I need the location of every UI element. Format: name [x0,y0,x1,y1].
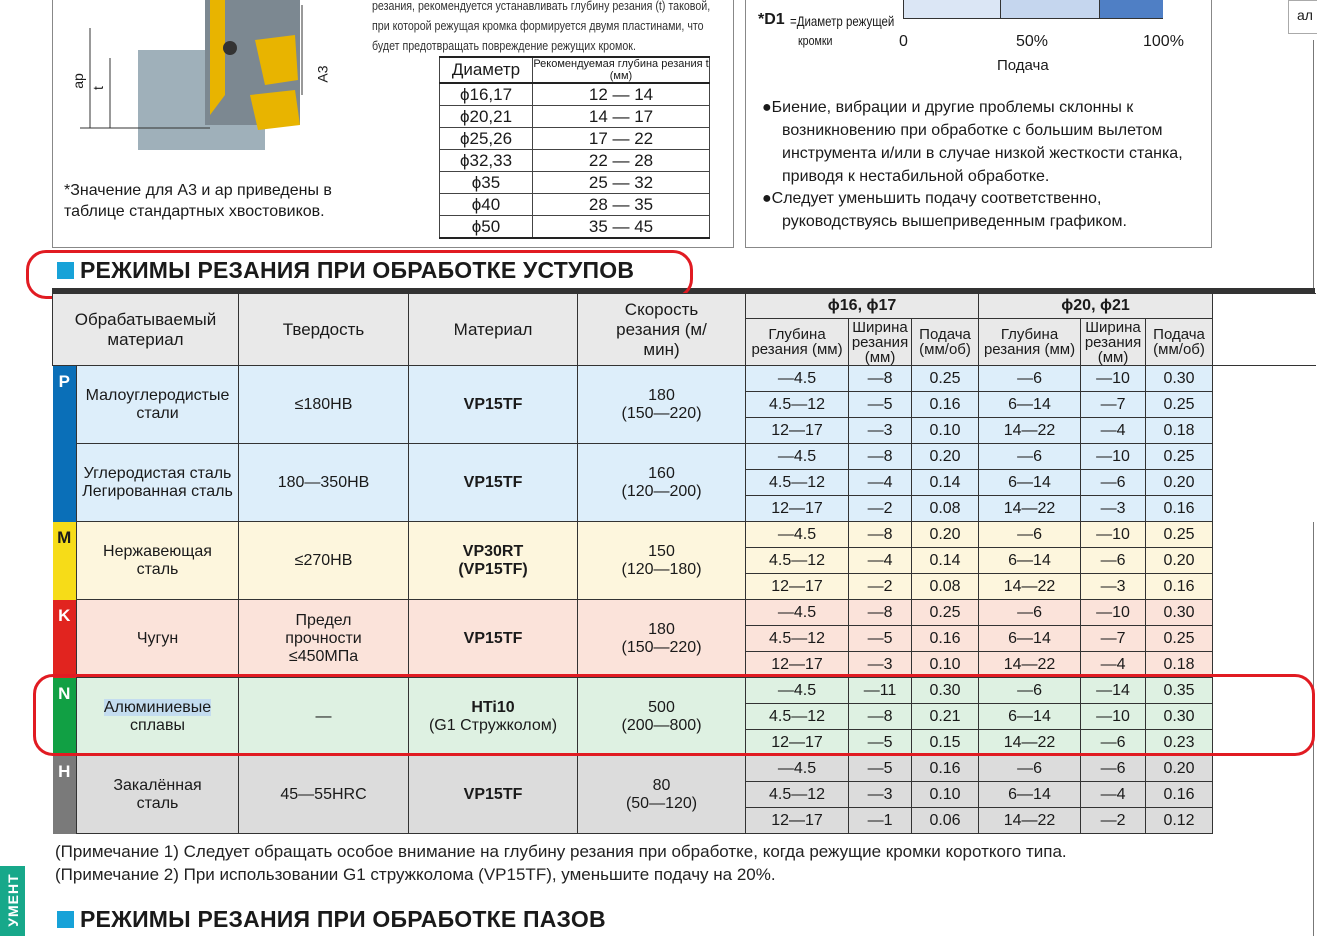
data-cell: —10 [1081,444,1146,470]
section-marker-icon [57,911,74,928]
category-h-badge: H [53,756,77,834]
middle-text-line1: резания, рекомендуется устанавливать глубину резания (t) таковой, [372,0,711,13]
header-hardness: Твердость [239,294,409,366]
data-cell: 6—14 [979,704,1081,730]
header-width: Ширина резания (мм) [849,319,912,366]
ap-label: ap [69,73,86,89]
axis-label: Подача [997,57,1049,74]
data-cell: 0.16 [912,626,979,652]
depth-cell: 25 — 32 [533,172,710,194]
data-cell: —4.5 [746,522,849,548]
section1-highlight [26,250,693,299]
diameter-cell: ϕ35 [440,172,533,194]
data-cell: 0.10 [912,782,979,808]
data-cell: —3 [849,418,912,444]
speed-cell [578,756,746,834]
speed-range: (50—120) [625,794,698,812]
aluminium-row-highlight [33,674,1315,756]
hardness-cell: 180—350HB [239,444,409,522]
data-cell: 4.5—12 [746,704,849,730]
data-cell: 14—22 [979,418,1081,444]
data-cell: 0.25 [912,366,979,392]
data-cell: —4 [1081,418,1146,444]
data-cell: 12—17 [746,574,849,600]
speed-range: (200—800) [621,716,702,734]
diameter-row [440,150,710,172]
data-cell: 0.16 [912,392,979,418]
data-cell: —8 [849,444,912,470]
speed-cell [578,444,746,522]
grade-cell: VP15TF [409,756,578,834]
header-depth: Глубина резания (мм) [979,319,1081,366]
data-cell: 0.30 [1146,366,1213,392]
bullet-vibration: ●Биение, вибрации и другие проблемы склонны к возникновению при обработке с большим вылетом инструмента и/или в случае низкой жесткости станка, приводя к нестабильной обработке. [762,99,1183,185]
grade-alt: (VP15TF) [458,560,528,578]
depth-cell: 28 — 35 [533,194,710,216]
data-cell: —4.5 [746,600,849,626]
grade-alt: (G1 Стружколом) [428,716,558,734]
data-cell: 14—22 [979,574,1081,600]
block-p-low-carbon [53,366,1316,522]
speed-range: (120—200) [621,482,702,500]
data-cell: 0.25 [912,600,979,626]
section1-title: РЕЖИМЫ РЕЗАНИЯ ПРИ ОБРАБОТКЕ УСТУПОВ [80,257,635,283]
data-cell: 0.18 [1146,418,1213,444]
block-h-hardened [53,756,1316,834]
data-cell: —4 [1081,782,1146,808]
data-cell: —6 [979,522,1081,548]
depth-header-text: Рекомендуемая глубина резания t (мм) [533,58,709,82]
data-cell: —2 [849,496,912,522]
data-cell: —14 [1081,678,1146,704]
category-n-badge: N [53,678,77,756]
data-cell: 0.30 [1146,600,1213,626]
data-cell: 0.08 [912,496,979,522]
grade-cell: VP15TF [409,600,578,678]
data-cell: —3 [849,652,912,678]
data-cell: —5 [849,730,912,756]
grade-cell: VP15TF [409,444,578,522]
data-cell: —4 [849,470,912,496]
data-cell: 0.20 [912,444,979,470]
header-feed: Подача (мм/об) [1146,319,1213,366]
data-cell: —10 [1081,600,1146,626]
grade-value: HTi10 [471,698,515,716]
data-cell: —5 [849,392,912,418]
material-cell: Углеродистая сталь Легированная сталь [77,444,239,522]
data-cell: —6 [979,678,1081,704]
header-width: Ширина резания (мм) [1081,319,1146,366]
header-feed: Подача (мм/об) [912,319,979,366]
grade-cell [409,522,578,600]
data-cell: —11 [849,678,912,704]
speed-range: (150—220) [621,638,702,656]
diameter-cell: ϕ25,26 [440,128,533,150]
data-cell: —4 [1081,652,1146,678]
data-cell: 14—22 [979,496,1081,522]
cutter-diagram [60,0,310,160]
data-cell: 6—14 [979,548,1081,574]
data-cell: 0.14 [912,470,979,496]
diameter-table [439,56,710,239]
t-label: t [89,86,106,90]
data-cell: 0.16 [1146,496,1213,522]
diameter-cell: ϕ50 [440,216,533,239]
data-cell: —6 [979,444,1081,470]
feed-bar-chart [903,0,1163,19]
data-cell: 0.18 [1146,652,1213,678]
data-cell: 0.14 [912,548,979,574]
data-cell: —3 [1081,574,1146,600]
data-cell: —7 [1081,626,1146,652]
middle-text-line2: при которой режущая кромка формируется двумя пластинами, что [372,18,704,33]
diameter-row [440,83,710,106]
data-cell: 12—17 [746,418,849,444]
depth-cell: 35 — 45 [533,216,710,239]
side-tab[interactable] [1288,0,1317,34]
data-cell: 0.16 [912,756,979,782]
speed-cell [578,522,746,600]
category-p-badge: P [53,366,77,522]
data-cell: —4.5 [746,444,849,470]
diameter-cell: ϕ40 [440,194,533,216]
block-k-cast-iron [53,600,1316,678]
depth-cell: 14 — 17 [533,106,710,128]
data-cell: 6—14 [979,626,1081,652]
grade-cell: VP15TF [409,366,578,444]
note-2: (Примечание 2) При использовании G1 стружколома (VP15TF), уменьшите подачу на 20%. [55,865,776,884]
data-cell: —5 [849,756,912,782]
data-cell: 0.25 [1146,392,1213,418]
data-cell: 0.25 [1146,626,1213,652]
data-cell: 0.16 [1146,782,1213,808]
speed-cell [578,366,746,444]
axis-tick-50: 50% [1016,33,1049,50]
header-speed: Скорость резания (м/мин) [578,294,746,366]
material-cell: Малоуглеродистые стали [77,366,239,444]
category-k-badge: K [53,600,77,678]
data-cell: 0.20 [912,522,979,548]
data-cell: 14—22 [979,808,1081,834]
header-group-16-17: ϕ16, ϕ17 [746,294,979,319]
data-cell: —2 [849,574,912,600]
block-m-stainless [53,522,1316,600]
diameter-cell: ϕ16,17 [440,83,533,106]
data-cell: 6—14 [979,782,1081,808]
data-cell: 0.20 [1146,756,1213,782]
data-cell: 12—17 [746,730,849,756]
diameter-row [440,194,710,216]
data-cell: 0.10 [912,418,979,444]
data-cell: —6 [979,366,1081,392]
a3-label: A3 [314,65,331,83]
speed-value: 180 [648,386,675,404]
data-cell: 12—17 [746,808,849,834]
axis-tick-100: 100% [1143,33,1184,50]
data-cell: 14—22 [979,730,1081,756]
table-right-margin [1213,366,1316,522]
data-cell: 4.5—12 [746,782,849,808]
hardness-cell: ≤270HB [239,522,409,600]
data-cell: 0.25 [1146,522,1213,548]
data-cell: 0.12 [1146,808,1213,834]
data-cell: 0.08 [912,574,979,600]
data-cell: —8 [849,704,912,730]
data-cell: 0.21 [912,704,979,730]
grade-value: VP30RT [462,542,524,560]
data-cell: 0.20 [1146,470,1213,496]
diameter-row [440,216,710,239]
data-cell: —10 [1081,366,1146,392]
speed-value: 150 [648,542,675,560]
d1-text: =Диаметр режущей [790,13,895,29]
middle-text [372,0,710,56]
material-cell: Чугун [77,600,239,678]
data-cell: —4 [849,548,912,574]
axis-tick-0: 0 [899,33,908,50]
diameter-cell: ϕ20,21 [440,106,533,128]
d1-prefix: *D1 [758,11,785,28]
hardness-cell: ≤180HB [239,366,409,444]
depth-cell: 17 — 22 [533,128,710,150]
section2-title: РЕЖИМЫ РЕЗАНИЯ ПРИ ОБРАБОТКЕ ПАЗОВ [80,906,606,932]
note-1: (Примечание 1) Следует обращать особое внимание на глубину резания при обработке, когда режущие кромки короткого типа. [55,842,1067,861]
data-cell: —8 [849,366,912,392]
speed-value: 500 [648,698,675,716]
data-cell: —4.5 [746,366,849,392]
d1-text2: кромки [798,33,833,48]
hardness-cell: — [239,678,409,756]
speed-value: 160 [648,464,675,482]
data-cell: 0.23 [1146,730,1213,756]
data-cell: 12—17 [746,652,849,678]
a3-note: *Значение для A3 и ap приведены в таблице стандартных хвостовиков. [64,182,332,220]
header-group-20-21: ϕ20, ϕ21 [979,294,1213,319]
depth-cell: 22 — 28 [533,150,710,172]
data-cell: 4.5—12 [746,392,849,418]
data-cell: —10 [1081,522,1146,548]
data-cell: —8 [849,600,912,626]
depth-cell: 12 — 14 [533,83,710,106]
depth-header [533,57,710,83]
hardness-cell: Предел прочности ≤450МПа [239,600,409,678]
data-cell: 0.35 [1146,678,1213,704]
data-cell: 0.20 [1146,548,1213,574]
data-cell: 0.30 [912,678,979,704]
feed-bar-segment [1000,0,1099,18]
selected-text-highlight[interactable]: Алюминиевые [103,698,212,716]
material-cell: Нержавеющая сталь [77,522,239,600]
speed-value: 80 [652,776,671,794]
diameter-row [440,128,710,150]
data-cell: —2 [1081,808,1146,834]
data-cell: —1 [849,808,912,834]
data-cell: 0.15 [912,730,979,756]
data-cell: 0.30 [1146,704,1213,730]
speed-range: (120—180) [621,560,702,578]
bullet-feed: ●Следует уменьшить подачу соответственно, руководствуясь вышеприведенным графиком. [762,190,1127,230]
diameter-header: Диаметр [440,57,533,83]
data-cell: —7 [1081,392,1146,418]
side-category-tab[interactable] [0,866,25,936]
diameter-cell: ϕ32,33 [440,150,533,172]
data-cell: —6 [1081,548,1146,574]
data-cell: 6—14 [979,470,1081,496]
data-cell: 0.10 [912,652,979,678]
middle-text-line3: будет предотвращать повреждение режущих кромок. [372,38,636,53]
material-cell: Закалённая сталь [77,756,239,834]
side-category-label: УМЕНТ [5,873,21,927]
data-cell: —5 [849,626,912,652]
data-cell: 0.06 [912,808,979,834]
data-cell: —6 [979,756,1081,782]
category-m-badge: M [53,522,77,600]
side-tab-label: ал [1297,7,1313,23]
data-cell: 6—14 [979,392,1081,418]
data-cell: —10 [1081,704,1146,730]
data-cell: 4.5—12 [746,626,849,652]
data-cell: —3 [1081,496,1146,522]
data-cell: 4.5—12 [746,470,849,496]
data-cell: —6 [979,600,1081,626]
data-cell: —6 [1081,730,1146,756]
header-depth: Глубина резания (мм) [746,319,849,366]
speed-value: 180 [648,620,675,638]
speed-range: (150—220) [621,404,702,422]
header-material: Обрабатываемый материал [53,294,239,366]
diameter-row [440,106,710,128]
data-cell: 12—17 [746,496,849,522]
data-cell: 0.25 [1146,444,1213,470]
header-blank [1213,294,1316,366]
diameter-row [440,172,710,194]
data-cell: —3 [849,782,912,808]
data-cell: —4.5 [746,678,849,704]
data-cell: —6 [1081,470,1146,496]
header-grade: Материал [409,294,578,366]
data-cell: —4.5 [746,756,849,782]
material-rest: сплавы [130,716,185,734]
feed-bar-segment [1099,0,1163,18]
hardness-cell: 45—55HRC [239,756,409,834]
data-cell: —6 [1081,756,1146,782]
speed-cell [578,600,746,678]
data-cell: 0.16 [1146,574,1213,600]
data-cell: —8 [849,522,912,548]
data-cell: 14—22 [979,652,1081,678]
data-cell: 4.5—12 [746,548,849,574]
